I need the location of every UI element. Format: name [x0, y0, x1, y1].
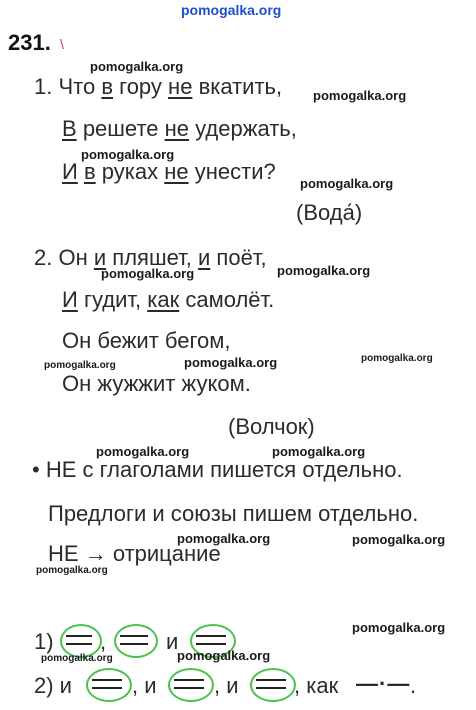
riddle1-line1 [34, 74, 282, 100]
scheme1-and: и [166, 629, 179, 654]
predicate-mark-icon [196, 635, 226, 645]
scheme1-number: 1) [34, 629, 54, 654]
watermark: pomogalka.org [101, 266, 195, 281]
watermark: pomogalka.org [272, 444, 366, 459]
word-preposition: В [62, 116, 77, 141]
watermark: pomogalka.org [361, 353, 433, 364]
riddle2-number: 2. [34, 245, 53, 270]
watermark: pomogalka.org [41, 653, 113, 664]
riddle2-line3: Он бежит бегом, [62, 328, 231, 353]
bullet: • [32, 457, 40, 482]
word-conjunction: И [62, 159, 78, 184]
riddle1-line3 [62, 159, 276, 185]
exercise-mark: \ [60, 36, 64, 52]
word-conjunction: как [147, 287, 180, 312]
word-preposition: в [83, 159, 96, 184]
word: унести? [194, 159, 276, 184]
predicate-mark-icon [120, 635, 148, 645]
predicate-mark-icon [66, 635, 92, 645]
rule-2: Предлоги и союзы пишем отдельно. [48, 501, 419, 526]
word: Он [58, 245, 88, 270]
watermark: pomogalka.org [352, 532, 446, 547]
watermark: pomogalka.org [352, 620, 446, 635]
word: гудит, [83, 287, 142, 312]
scheme1-comma: , [100, 629, 107, 654]
rule-1 [32, 457, 403, 483]
watermark: pomogalka.org [300, 176, 394, 191]
exercise-number: 231. [8, 30, 51, 55]
rule-3-right: отрицание [112, 541, 221, 566]
scheme2-comma-how: , как [294, 673, 339, 698]
dash-dot-mark [356, 671, 411, 703]
scheme2-start: 2) и [34, 673, 72, 698]
word-conjunction: и [93, 245, 107, 270]
word: вкатить, [198, 74, 283, 99]
watermark: pomogalka.org [81, 147, 175, 162]
riddle2-answer: (Волчок) [228, 414, 315, 439]
watermark: pomogalka.org [313, 88, 407, 103]
watermark-top: pomogalka.org [181, 2, 282, 18]
predicate-mark-icon [174, 679, 204, 689]
scheme2-period: . [410, 673, 417, 698]
word: поёт, [216, 245, 267, 270]
word-particle: не [164, 116, 190, 141]
riddle1-answer: (Вода́) [296, 200, 363, 225]
word-conjunction: И [62, 287, 78, 312]
watermark: pomogalka.org [277, 263, 371, 278]
word: гору [119, 74, 162, 99]
watermark: pomogalka.org [36, 565, 108, 576]
predicate-mark-icon [92, 679, 122, 689]
word-particle: не [168, 74, 193, 99]
rule-3-left: НЕ [48, 541, 79, 566]
watermark: pomogalka.org [177, 531, 271, 546]
rule-1-text: НЕ с глаголами пишется отдельно. [45, 457, 403, 482]
predicate-mark-icon [256, 679, 286, 689]
watermark: pomogalka.org [90, 59, 184, 74]
watermark: pomogalka.org [184, 355, 278, 370]
word: самолёт. [185, 287, 275, 312]
word: удержать, [195, 116, 297, 141]
word-preposition: в [101, 74, 114, 99]
riddle2-line2 [62, 287, 274, 313]
arrow-icon: → [84, 541, 107, 566]
word: Что [58, 74, 96, 99]
word: пляшет, [112, 245, 192, 270]
riddle2-line4: Он жужжит жуком. [62, 371, 251, 396]
scheme2-comma-and-1: , и [132, 673, 157, 698]
scheme2-comma-and-2: , и [214, 673, 239, 698]
watermark: pomogalka.org [96, 444, 190, 459]
word-conjunction: и [198, 245, 211, 270]
watermark: pomogalka.org [177, 648, 271, 663]
word-particle: не [164, 159, 189, 184]
word: руках [101, 159, 159, 184]
riddle1-line2 [62, 116, 297, 142]
riddle1-number: 1. [34, 74, 53, 99]
word: решете [82, 116, 159, 141]
watermark: pomogalka.org [44, 360, 116, 371]
dash-dot-icon: —·— [356, 671, 411, 696]
